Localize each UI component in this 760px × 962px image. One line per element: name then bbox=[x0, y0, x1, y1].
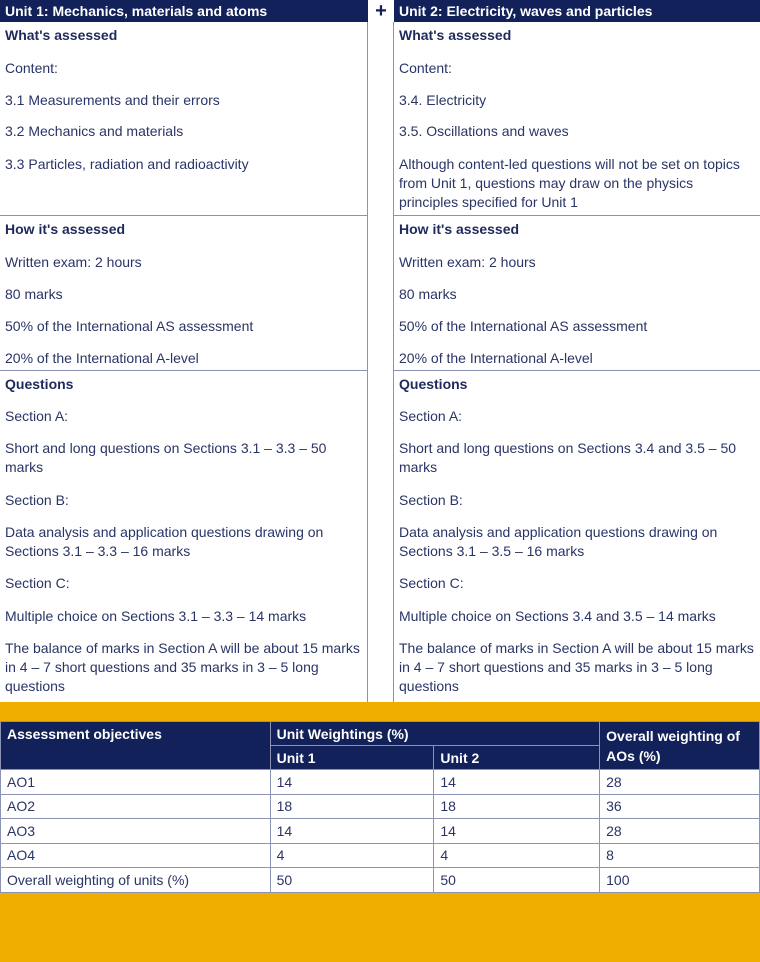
overall-weight: 100 bbox=[600, 868, 760, 893]
objective-name: AO4 bbox=[1, 843, 271, 868]
unit1-questions-heading: Questions bbox=[5, 376, 74, 392]
unit2-weight: 50 bbox=[434, 868, 600, 893]
table-row bbox=[1, 819, 760, 844]
unit2-question-item: The balance of marks in Section A will be about 15 marks in 4 – 7 short questions and 35 marks in 3 – 5 long questions bbox=[399, 640, 754, 694]
unit2-question-item: Section A: bbox=[399, 408, 463, 424]
assessment-objectives-table bbox=[0, 721, 760, 893]
unit2-note: Although content-led questions will not be set on topics from Unit 1, questions may draw on the physics principles specified for Unit 1 bbox=[399, 156, 740, 210]
objective-name: AO3 bbox=[1, 819, 271, 844]
unit1-column bbox=[0, 0, 368, 702]
table-row bbox=[1, 794, 760, 819]
unit2-weight: 18 bbox=[434, 794, 600, 819]
unit2-exam-detail: Written exam: 2 hours bbox=[399, 254, 536, 270]
unit1-content-label: Content: bbox=[5, 60, 58, 76]
unit1-exam-detail: Written exam: 2 hours bbox=[5, 254, 142, 270]
sub-header-unit1: Unit 1 bbox=[270, 746, 434, 770]
table-row bbox=[1, 770, 760, 795]
col-header-overall: Overall weighting of AOs (%) bbox=[600, 722, 760, 770]
unit2-question-item: Multiple choice on Sections 3.4 and 3.5 – 14 marks bbox=[399, 608, 716, 624]
unit1-exam-detail: 50% of the International AS assessment bbox=[5, 318, 254, 334]
unit2-weight: 4 bbox=[434, 843, 600, 868]
overall-weight: 36 bbox=[600, 794, 760, 819]
unit1-how-assessed-heading: How it's assessed bbox=[5, 221, 126, 237]
unit1-weight: 4 bbox=[270, 843, 434, 868]
yellow-band-top bbox=[0, 702, 760, 721]
sub-header-unit2: Unit 2 bbox=[434, 746, 600, 770]
unit1-weight: 50 bbox=[270, 868, 434, 893]
unit2-how-assessed-heading: How it's assessed bbox=[399, 221, 520, 237]
unit1-whats-assessed-heading: What's assessed bbox=[5, 27, 118, 43]
unit1-question-item: Multiple choice on Sections 3.1 – 3.3 – 14 marks bbox=[5, 608, 307, 624]
unit2-title: Unit 2: Electricity, waves and particles bbox=[394, 0, 760, 22]
unit1-question-item: Section A: bbox=[5, 408, 69, 424]
unit2-topic: 3.4. Electricity bbox=[399, 92, 487, 108]
unit1-weight: 14 bbox=[270, 770, 434, 795]
overall-weight: 8 bbox=[600, 843, 760, 868]
unit2-exam-detail: 20% of the International A-level bbox=[399, 350, 593, 366]
unit1-exam-detail: 80 marks bbox=[5, 286, 63, 302]
unit2-topic: 3.5. Oscillations and waves bbox=[399, 123, 569, 139]
unit1-weight: 14 bbox=[270, 819, 434, 844]
unit2-questions bbox=[394, 371, 760, 702]
plus-cell bbox=[368, 0, 394, 22]
objective-name: AO2 bbox=[1, 794, 271, 819]
unit2-column bbox=[394, 0, 760, 702]
unit1-title: Unit 1: Mechanics, materials and atoms bbox=[0, 0, 368, 22]
unit1-how-assessed bbox=[0, 216, 368, 371]
col-header-unit-weightings: Unit Weightings (%) bbox=[270, 722, 600, 746]
unit2-weight: 14 bbox=[434, 770, 600, 795]
objective-name: AO1 bbox=[1, 770, 271, 795]
unit2-whats-assessed bbox=[394, 22, 760, 216]
unit2-question-item: Data analysis and application questions drawing on Sections 3.1 – 3.5 – 16 marks bbox=[399, 524, 718, 559]
unit2-question-item: Section B: bbox=[399, 492, 463, 508]
column-divider-left bbox=[367, 22, 368, 702]
unit1-question-item: Short and long questions on Sections 3.1 – 3.3 – 50 marks bbox=[5, 440, 327, 475]
unit2-weight: 14 bbox=[434, 819, 600, 844]
table-row bbox=[1, 843, 760, 868]
unit1-topic: 3.2 Mechanics and materials bbox=[5, 123, 184, 139]
unit2-questions-heading: Questions bbox=[399, 376, 468, 392]
unit1-question-item: The balance of marks in Section A will be about 15 marks in 4 – 7 short questions and 35 marks in 3 – 5 long questions bbox=[5, 640, 360, 694]
unit2-whats-assessed-heading: What's assessed bbox=[399, 27, 512, 43]
unit1-exam-detail: 20% of the International A-level bbox=[5, 350, 199, 366]
unit1-question-item: Data analysis and application questions drawing on Sections 3.1 – 3.3 – 16 marks bbox=[5, 524, 324, 559]
unit2-content-label: Content: bbox=[399, 60, 452, 76]
unit1-questions bbox=[0, 371, 368, 702]
unit1-question-item: Section B: bbox=[5, 492, 69, 508]
unit2-how-assessed bbox=[394, 216, 760, 371]
unit1-topic: 3.3 Particles, radiation and radioactivity bbox=[5, 156, 249, 172]
plus-icon: + bbox=[375, 0, 387, 22]
overall-weight: 28 bbox=[600, 819, 760, 844]
table-row bbox=[1, 868, 760, 893]
unit2-exam-detail: 50% of the International AS assessment bbox=[399, 318, 648, 334]
unit2-question-item: Short and long questions on Sections 3.4 and 3.5 – 50 marks bbox=[399, 440, 737, 475]
objective-name: Overall weighting of units (%) bbox=[1, 868, 271, 893]
overall-weight: 28 bbox=[600, 770, 760, 795]
unit1-topic: 3.1 Measurements and their errors bbox=[5, 92, 220, 108]
unit1-whats-assessed bbox=[0, 22, 368, 216]
yellow-band-bottom bbox=[0, 892, 760, 962]
unit2-question-item: Section C: bbox=[399, 575, 464, 591]
unit1-weight: 18 bbox=[270, 794, 434, 819]
col-header-objectives: Assessment objectives bbox=[1, 722, 271, 770]
unit2-exam-detail: 80 marks bbox=[399, 286, 457, 302]
unit1-question-item: Section C: bbox=[5, 575, 70, 591]
